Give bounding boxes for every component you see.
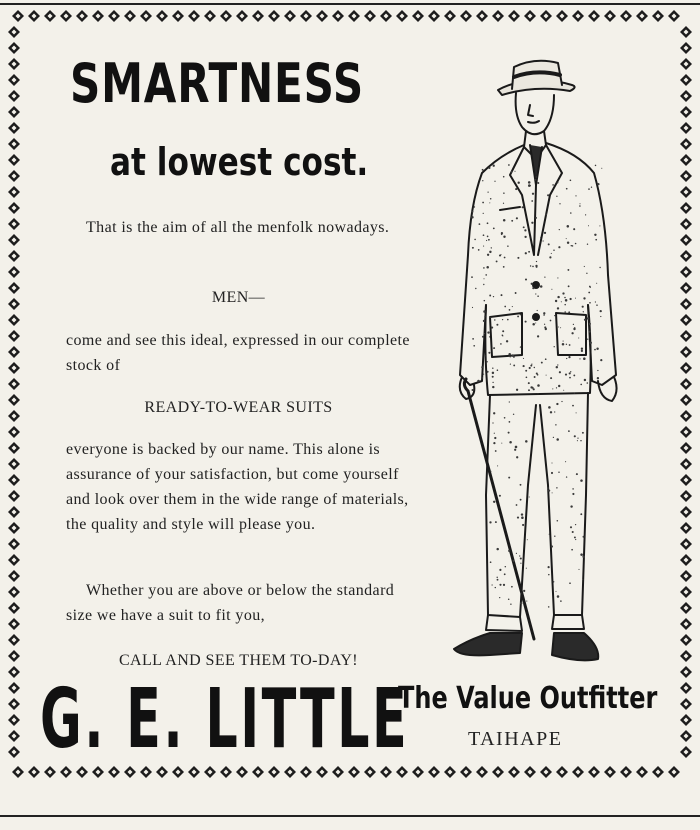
store-name: G. E. LITTLE (40, 672, 410, 767)
men-heading: MEN— (211, 289, 266, 306)
intro-paragraph: That is the aim of all the menfolk nowadays. (86, 219, 390, 236)
invite-paragraph: come and see this ideal, expressed in our complete stock of (66, 332, 410, 374)
subheadline: at lowest cost. (110, 140, 369, 184)
man-in-suit-illustration (430, 55, 630, 670)
assurance-paragraph: everyone is backed by our name. This alone is assurance of your satisfaction, but come yourself and look over them in the wide range of materials, the quality and style will please you. (66, 441, 409, 533)
store-tagline: The Value Outfitter (398, 681, 658, 716)
headline: SMARTNESS (70, 52, 364, 115)
call-to-action: CALL AND SEE THEM TO-DAY! (118, 652, 359, 669)
store-town: TAIHAPE (468, 728, 563, 750)
product-heading: READY-TO-WEAR SUITS (144, 399, 333, 416)
sizes-paragraph: Whether you are above or below the standard size we have a suit to fit you, (66, 582, 395, 624)
